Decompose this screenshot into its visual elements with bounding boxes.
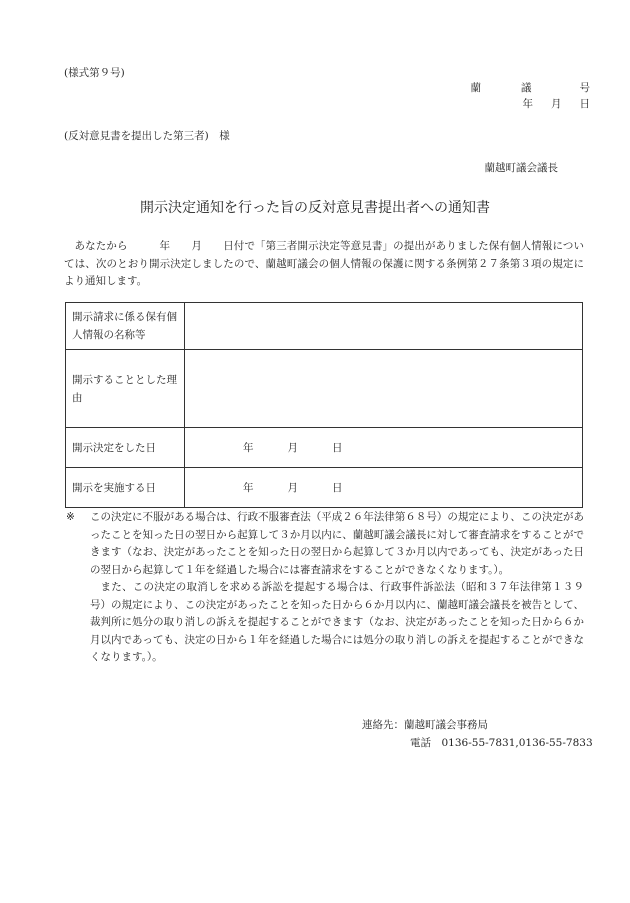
- note-appeal: [64, 509, 584, 579]
- row-label-reason: 開示することとした理由: [66, 350, 185, 428]
- body-paragraph: あなたから 年 月 日付で「第三者開示決定等意見書」の提出がありました保有個人情報については、次のとおり開示決定しましたので、蘭越町議会の個人情報の保護に関する条例第２７条第３項の規定により通知します。: [64, 240, 584, 287]
- implementation-day: 日: [332, 481, 343, 494]
- implementation-month: 月: [287, 481, 298, 494]
- document-number-prefix: 蘭: [470, 82, 481, 94]
- document-date-line: [523, 96, 591, 111]
- info-table: [65, 302, 583, 508]
- table-row: [66, 468, 583, 508]
- document-number-line: [471, 80, 591, 95]
- row-value-info-name: [185, 303, 583, 350]
- decision-day: 日: [332, 441, 343, 454]
- document-title: 開示決定通知を行った旨の反対意見書提出者への通知書: [140, 200, 490, 216]
- decision-month: 月: [287, 441, 298, 454]
- form-number: (様式第９号): [64, 67, 125, 79]
- row-value-reason: [185, 350, 583, 428]
- date-day: 日: [579, 98, 590, 110]
- note-mark: ※: [66, 511, 75, 523]
- row-value-implementation-date: [185, 468, 583, 508]
- implementation-year: 年: [243, 481, 254, 494]
- note-appeal-text: この決定に不服がある場合は、行政不服審査法（平成２６年法律第６８号）の規定により、この決定があったことを知った日の翌日から起算して３か月以内に、蘭越町議会議長に対して審査請求をすることができます（なお、決定があったことを知った日の翌日から起算して３か月以内であっても、決定があった日の翌日から起算して１年を経過した場合には審査請求をすることができなくなります。）。: [90, 511, 584, 576]
- table-row: [66, 350, 583, 428]
- table-row: [66, 303, 583, 350]
- contact-office: 連絡先：蘭越町議会事務局: [362, 719, 488, 731]
- row-label-implementation-date: 開示を実施する日: [66, 468, 185, 508]
- row-value-decision-date: [185, 428, 583, 468]
- addressee: (反対意見書を提出した第三者) 様: [64, 130, 230, 142]
- document-number-council: 議: [521, 82, 532, 94]
- date-month: 月: [551, 98, 562, 110]
- notes-section: [64, 509, 584, 667]
- document-number-suffix: 号: [579, 82, 590, 94]
- row-label-info-name: 開示請求に係る保有個人情報の名称等: [66, 303, 185, 350]
- date-year: 年: [522, 98, 533, 110]
- table-row: [66, 428, 583, 468]
- sender: 蘭越町議会議長: [484, 162, 558, 174]
- note-lawsuit: また、この決定の取消しを求める訴訟を提起する場合は、行政事件訴訟法（昭和３７年法律第１３９号）の規定により、この決定があったことを知った日から６か月以内に、蘭越町議会議長を被告として、裁判所に処分の取り消しの訴えを提起することができます（なお、決定があったことを知った日から６か月以内であっても、決定の日から１年を経過した場合には処分の取り消しの訴えを提起することができなくなります。）。: [90, 581, 584, 663]
- contact-phone: 電話 0136-55-7831,0136-55-7833: [410, 737, 593, 749]
- decision-year: 年: [243, 441, 254, 454]
- row-label-decision-date: 開示決定をした日: [66, 428, 185, 468]
